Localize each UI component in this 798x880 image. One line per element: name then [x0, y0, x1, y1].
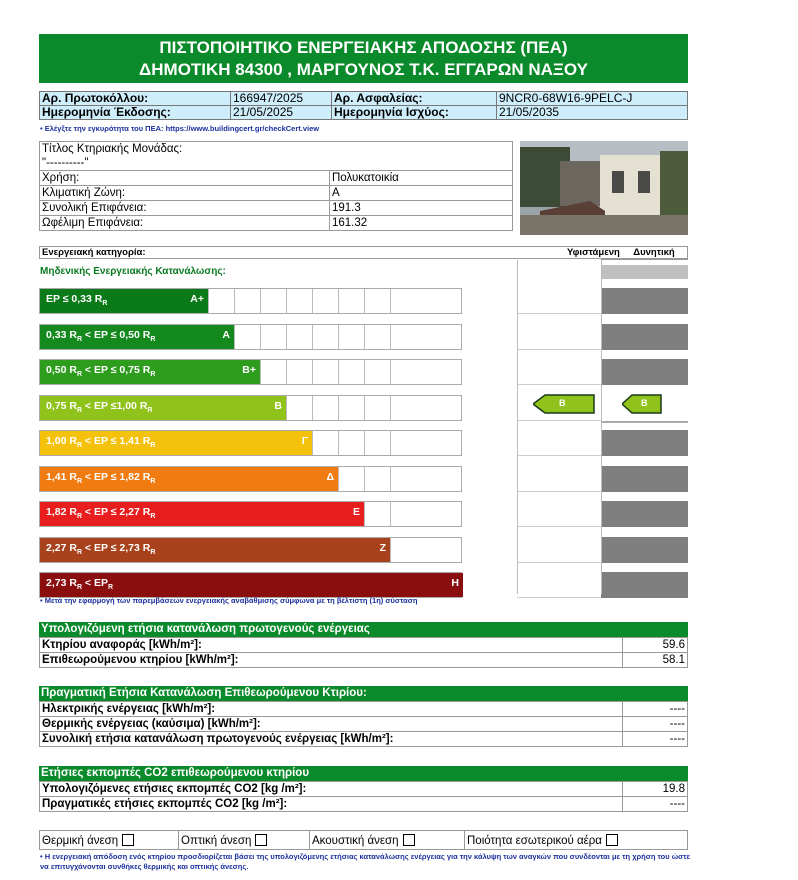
thermal-comfort-cell[interactable] — [40, 831, 179, 850]
energy-class-range: 2,27 $R_R$ < EP ≤ 2,73 $R_R$ — [46, 542, 156, 557]
insurance-label: Αρ. Ασφαλείας: — [332, 92, 497, 106]
energy-class-letter: Γ — [301, 435, 308, 447]
energy-class-bar — [40, 289, 208, 313]
property-table — [39, 141, 513, 231]
energy-class-bar — [40, 396, 286, 420]
optical-comfort-checkbox[interactable] — [255, 834, 267, 846]
existing-class-cell — [517, 572, 601, 598]
upgrade-footnote: • Μετά την εφαρμογή των παρεμβάσεων ενεργειακής αναβάθμισης σύμφωνα με τη βέλτιστη (1η) σύσταση — [40, 596, 418, 605]
use-value: Πολυκατοικία — [330, 171, 513, 186]
co2-calc-value: 19.8 — [623, 782, 688, 797]
energy-class-row — [39, 537, 462, 563]
thermal-comfort-label: Θερμική άνεση — [42, 834, 119, 847]
potential-class-cell — [601, 572, 688, 598]
energy-class-range: 1,00 $R_R$ < EP ≤ 1,41 $R_R$ — [46, 435, 156, 450]
existing-class-cell — [517, 537, 601, 563]
energy-class-bar — [40, 538, 390, 562]
insurance-value: 9NCR0-68W16-9PELC-J — [497, 92, 688, 106]
acoustic-comfort-checkbox[interactable] — [403, 834, 415, 846]
issue-date-label: Ημερομηνία Έκδοσης: — [40, 106, 231, 120]
potential-class-cell — [601, 537, 688, 563]
unit-title-label: Τίτλος Κτηριακής Μονάδας: — [40, 142, 513, 157]
energy-class-letter: A+ — [190, 293, 204, 305]
useful-area-value: 161.32 — [330, 216, 513, 231]
energy-class-bar — [40, 431, 312, 455]
energy-class-range: 2,73 $R_R < EP_R$ — [46, 577, 114, 592]
potential-class-indicator — [622, 394, 662, 414]
unit-title-value: "----------" — [40, 156, 513, 171]
validity-date-label: Ημερομηνία Ισχύος: — [332, 106, 497, 120]
check-validity-note[interactable]: • Ελέγξτε την εγκυρότητα του ΠΕΑ: https://www.buildingcert.gr/checkCert.view — [40, 124, 320, 133]
electric-energy-label: Ηλεκτρικής ενέργειας [kWh/m²]: — [40, 702, 623, 717]
energy-class-range: 0,75 $R_R$ < EP ≤1,00 $R_R$ — [46, 400, 153, 415]
comfort-table — [39, 830, 688, 850]
energy-class-row — [39, 395, 462, 421]
actual-consumption-table — [39, 701, 688, 747]
total-area-value: 191.3 — [330, 201, 513, 216]
climate-zone-value: Α — [330, 186, 513, 201]
final-note: • Η ενεργειακή απόδοση ενός κτηρίου προσδιορίζεται βάσει της υπολογιζόμενης ετήσιας κατανάλωσης ενέργειας για την κάλυψη των αναγκών που συνδέονται με τη χρήση του ώστε να επιτυγχάνονται συνθήκες θερμικής και οπτικής άνεσης. — [40, 852, 691, 871]
air-quality-label: Ποιότητα εσωτερικού αέρα — [467, 834, 602, 847]
existing-class-cell — [517, 359, 601, 385]
energy-class-row — [39, 359, 462, 385]
total-primary-energy-value: ---- — [623, 732, 688, 747]
actual-consumption-header: Πραγματική Ετήσια Κατανάλωση Επιθεωρούμενου Κτιρίου: — [39, 686, 688, 701]
thermal-comfort-checkbox[interactable] — [122, 834, 134, 846]
existing-class-cell — [517, 466, 601, 492]
energy-class-range: 1,41 $R_R$ < EP ≤ 1,82 $R_R$ — [46, 471, 156, 486]
zero-energy-potential-cell — [601, 265, 688, 279]
energy-class-range: 1,82 $R_R$ < EP ≤ 2,27 $R_R$ — [46, 506, 156, 521]
energy-class-row — [39, 324, 462, 350]
existing-class-letter: B — [559, 398, 566, 408]
thermal-energy-label: Θερμικής ενέργειας (καύσιμα) [kWh/m²]: — [40, 717, 623, 732]
title-line-2: ΔΗΜΟΤΙΚΗ 84300 , ΜΑΡΓΟΥΝΟΣ Τ.Κ. ΕΓΓΑΡΩΝ ΝΑΞΟΥ — [139, 60, 588, 79]
zero-energy-label: Μηδενικής Ενεργειακής Κατανάλωσης: — [40, 266, 226, 277]
energy-class-bar — [40, 502, 364, 526]
energy-class-letter: B — [274, 400, 282, 412]
existing-column-label: Υφιστάμενη — [567, 247, 620, 258]
title-line-1: ΠΙΣΤΟΠΟΙΗΤΙΚΟ ΕΝΕΡΓΕΙΑΚΗΣ ΑΠΟΔΟΣΗΣ (ΠΕΑ) — [159, 38, 568, 57]
co2-header: Ετήσιες εκπομπές CO2 επιθεωρούμενου κτηρίου — [39, 766, 688, 781]
electric-energy-value: ---- — [623, 702, 688, 717]
existing-class-indicator — [533, 394, 595, 414]
potential-class-cell — [601, 324, 688, 350]
potential-class-cell — [601, 466, 688, 492]
energy-class-bar — [40, 573, 463, 597]
inspected-building-value: 58.1 — [623, 653, 688, 668]
air-quality-cell[interactable] — [465, 831, 688, 850]
co2-calc-label: Υπολογιζόμενες ετήσιες εκπομπές CO2 [kg /m²]: — [40, 782, 623, 797]
energy-header-row — [39, 246, 688, 259]
issue-date-value: 21/05/2025 — [231, 106, 332, 120]
energy-class-row — [39, 466, 462, 492]
calc-consumption-header: Υπολογιζόμενη ετήσια κατανάλωση πρωτογενούς ενέργειας — [39, 622, 688, 637]
co2-actual-label: Πραγματικές ετήσιες εκπομπές CO2 [kg /m²]: — [40, 797, 623, 812]
use-label: Χρήση: — [40, 171, 330, 186]
potential-class-letter: B — [641, 398, 648, 408]
acoustic-comfort-cell[interactable] — [310, 831, 465, 850]
potential-class-cell — [601, 501, 688, 527]
energy-class-bar — [40, 467, 338, 491]
energy-class-range: EP ≤ 0,33 $R_R$ — [46, 293, 108, 308]
energy-class-letter: Ε — [352, 506, 360, 518]
energy-class-letter: Ζ — [379, 542, 386, 554]
potential-class-cell — [601, 359, 688, 385]
certificate-title — [39, 34, 688, 83]
potential-class-cell — [601, 430, 688, 456]
building-photo — [520, 141, 688, 235]
total-area-label: Συνολική Επιφάνεια: — [40, 201, 330, 216]
potential-class-cell — [601, 288, 688, 314]
useful-area-label: Ωφέλιμη Επιφάνεια: — [40, 216, 330, 231]
optical-comfort-label: Οπτική άνεση — [181, 834, 252, 847]
energy-class-row — [39, 572, 462, 598]
energy-class-row — [39, 430, 462, 456]
calc-consumption-table — [39, 637, 688, 668]
energy-class-bar — [40, 325, 234, 349]
existing-class-cell — [517, 288, 601, 314]
potential-column-label: Δυνητική — [633, 247, 675, 258]
energy-class-row — [39, 288, 462, 314]
certificate-info-table — [39, 91, 688, 120]
energy-class-bar — [40, 360, 260, 384]
energy-class-letter: B+ — [242, 364, 256, 376]
energy-class-range: 0,50 $R_R$ < EP ≤ 0,75 $R_R$ — [46, 364, 156, 379]
co2-table — [39, 781, 688, 812]
energy-class-letter: A — [222, 329, 230, 341]
energy-class-range: 0,33 $R_R$ < EP ≤ 0,50 $R_R$ — [46, 329, 156, 344]
acoustic-comfort-label: Ακουστική άνεση — [312, 834, 399, 847]
protocol-label: Αρ. Πρωτοκόλλου: — [40, 92, 231, 106]
thermal-energy-value: ---- — [623, 717, 688, 732]
protocol-value: 166947/2025 — [231, 92, 332, 106]
energy-class-row — [39, 501, 462, 527]
existing-class-cell — [517, 430, 601, 456]
energy-class-letter: Η — [451, 577, 459, 589]
energy-class-letter: Δ — [326, 471, 334, 483]
energy-category-label: Ενεργειακή κατηγορία: — [42, 247, 146, 258]
inspected-building-label: Επιθεωρούμενου κτηρίου [kWh/m²]: — [40, 653, 623, 668]
air-quality-checkbox[interactable] — [606, 834, 618, 846]
existing-class-cell — [517, 324, 601, 350]
co2-actual-value: ---- — [623, 797, 688, 812]
climate-zone-label: Κλιματική Ζώνη: — [40, 186, 330, 201]
total-primary-energy-label: Συνολική ετήσια κατανάλωση πρωτογενούς ενέργειας [kWh/m²]: — [40, 732, 623, 747]
reference-building-value: 59.6 — [623, 638, 688, 653]
reference-building-label: Κτηρίου αναφοράς [kWh/m²]: — [40, 638, 623, 653]
validity-date-value: 21/05/2035 — [497, 106, 688, 120]
optical-comfort-cell[interactable] — [179, 831, 310, 850]
existing-class-cell — [517, 501, 601, 527]
